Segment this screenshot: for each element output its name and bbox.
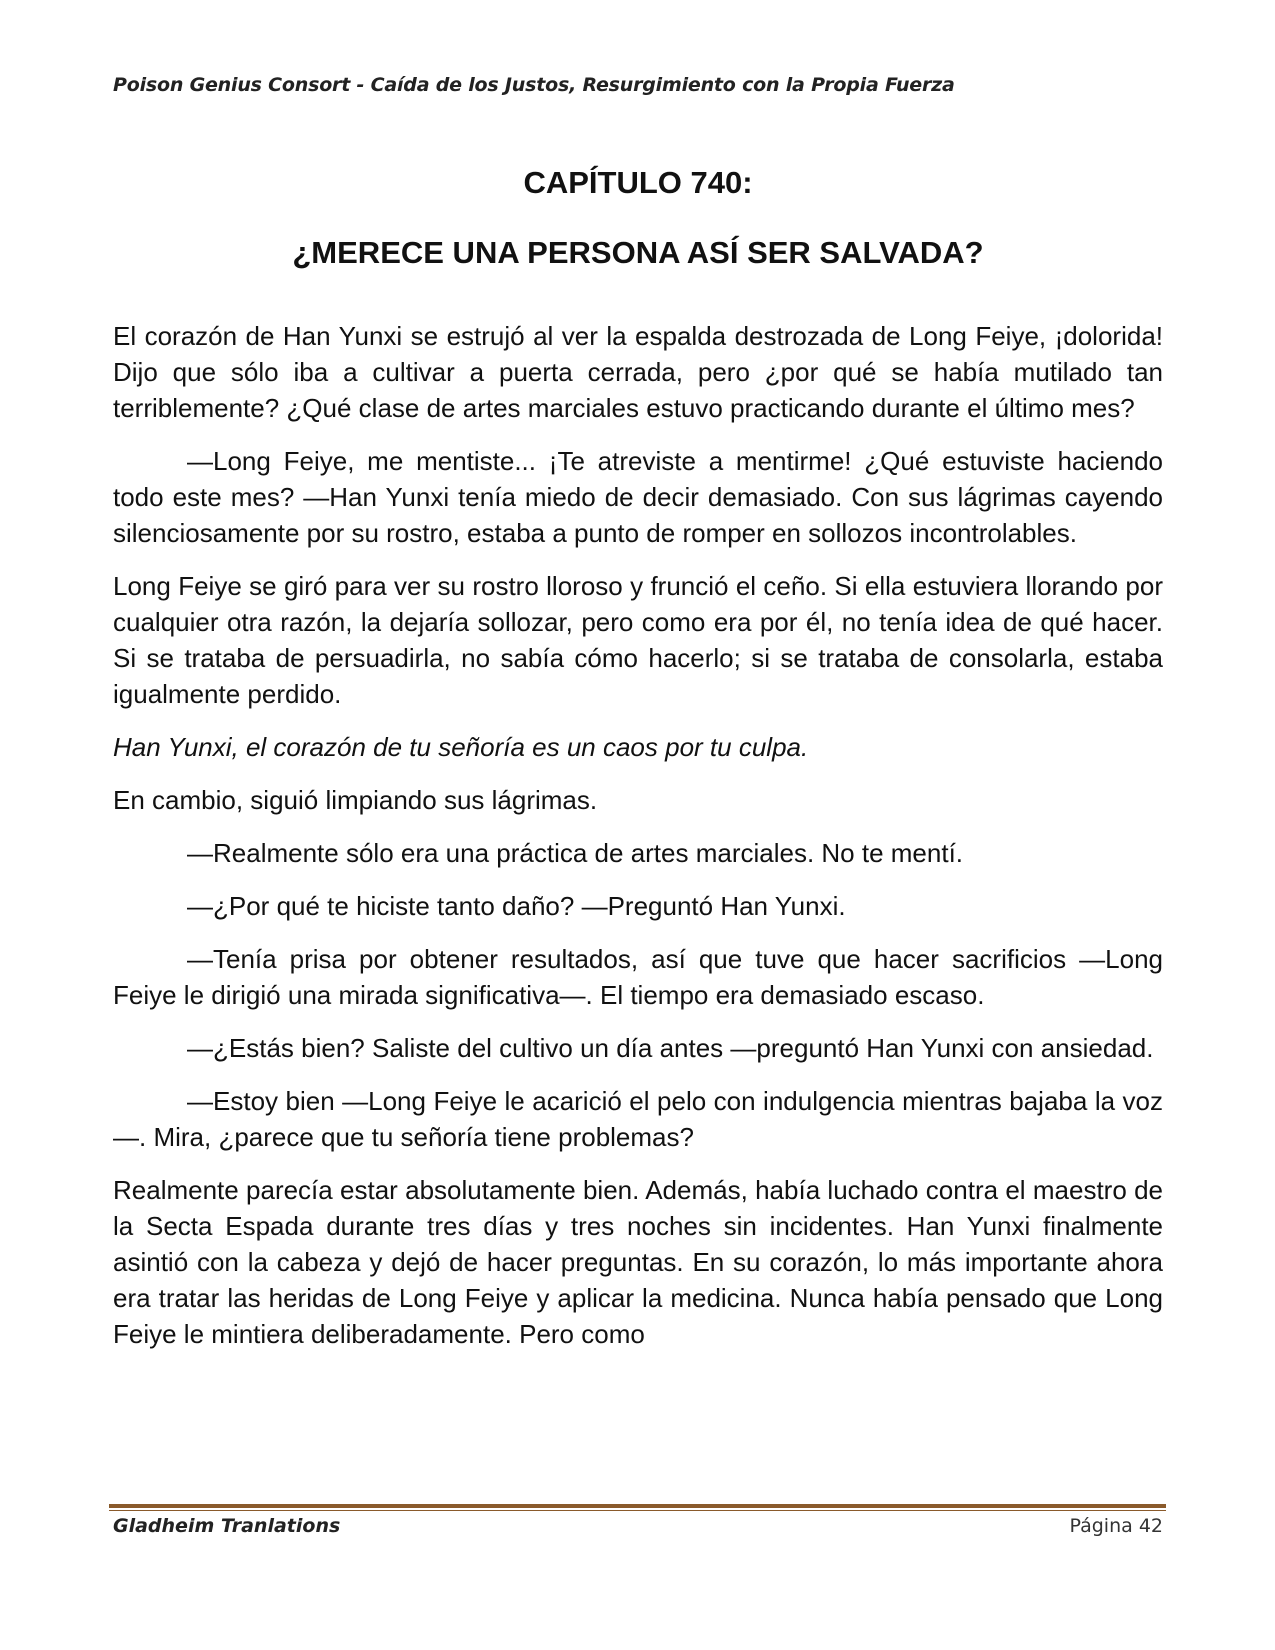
running-header: Poison Genius Consort - Caída de los Justos, Resurgimiento con la Propia Fuerza (113, 74, 955, 96)
paragraph: Realmente parecía estar absolutamente bien. Además, había luchado contra el maestro de la Secta Espada durante tres días y tres noches sin incidentes. Han Yunxi finalmente asintió con la cabeza y dejó de hacer preguntas. En su corazón, lo más importante ahora era tratar las heridas de Long Feiye y aplicar la medicina. Nunca había pensado que Long Feiye le mintiera deliberadamente. Pero como (113, 1175, 1163, 1349)
chapter-body (113, 318, 1163, 1369)
footer-divider (109, 1504, 1166, 1508)
chapter-number: CAPÍTULO 740: (523, 165, 753, 200)
page-label: Página (1069, 1515, 1133, 1537)
paragraph: —Tenía prisa por obtener resultados, así que tuve que hacer sacrificios —Long Feiye le dirigió una mirada significativa—. El tiempo era demasiado escaso. (113, 944, 1163, 1010)
chapter-title: ¿MERECE UNA PERSONA ASÍ SER SALVADA? (292, 235, 984, 270)
paragraph: —Estoy bien —Long Feiye le acarició el pelo con indulgencia mientras bajaba la voz—. Mira, ¿parece que tu señoría tiene problemas? (113, 1086, 1163, 1152)
paragraph: —Realmente sólo era una práctica de artes marciales. No te mentí. (187, 838, 964, 868)
paragraph: En cambio, siguió limpiando sus lágrimas. (113, 785, 598, 815)
paragraph: Long Feiye se giró para ver su rostro lloroso y frunció el ceño. Si ella estuviera llorando por cualquier otra razón, la dejaría sollozar, pero como era por él, no tenía idea de qué hacer. Si se trataba de persuadirla, no sabía cómo hacerlo; si se trataba de consolarla, estaba igualmente perdido. (113, 571, 1163, 709)
paragraph: —¿Estás bien? Saliste del cultivo un día antes —preguntó Han Yunxi con ansiedad. (187, 1033, 1154, 1063)
paragraph-thought: Han Yunxi, el corazón de tu señoría es un caos por tu culpa. (113, 732, 809, 762)
page-number: 42 (1138, 1515, 1163, 1537)
footer-divider-thin (109, 1510, 1166, 1511)
paragraph: —Long Feiye, me mentiste... ¡Te atreviste a mentirme! ¿Qué estuviste haciendo todo este mes? —Han Yunxi tenía miedo de decir demasiado. Con sus lágrimas cayendo silenciosamente por su rostro, estaba a punto de romper en sollozos incontrolables. (113, 446, 1163, 548)
footer-publisher: Gladheim Tranlations (113, 1515, 341, 1537)
paragraph: —¿Por qué te hiciste tanto daño? —Preguntó Han Yunxi. (187, 891, 846, 921)
footer-page-indicator (1069, 1515, 1163, 1537)
paragraph: El corazón de Han Yunxi se estrujó al ver la espalda destrozada de Long Feiye, ¡dolorida! Dijo que sólo iba a cultivar a puerta cerrada, pero ¿por qué se había mutilado tan terriblemente? ¿Qué clase de artes marciales estuvo practicando durante el último mes? (113, 321, 1163, 423)
chapter-heading (113, 148, 1163, 288)
